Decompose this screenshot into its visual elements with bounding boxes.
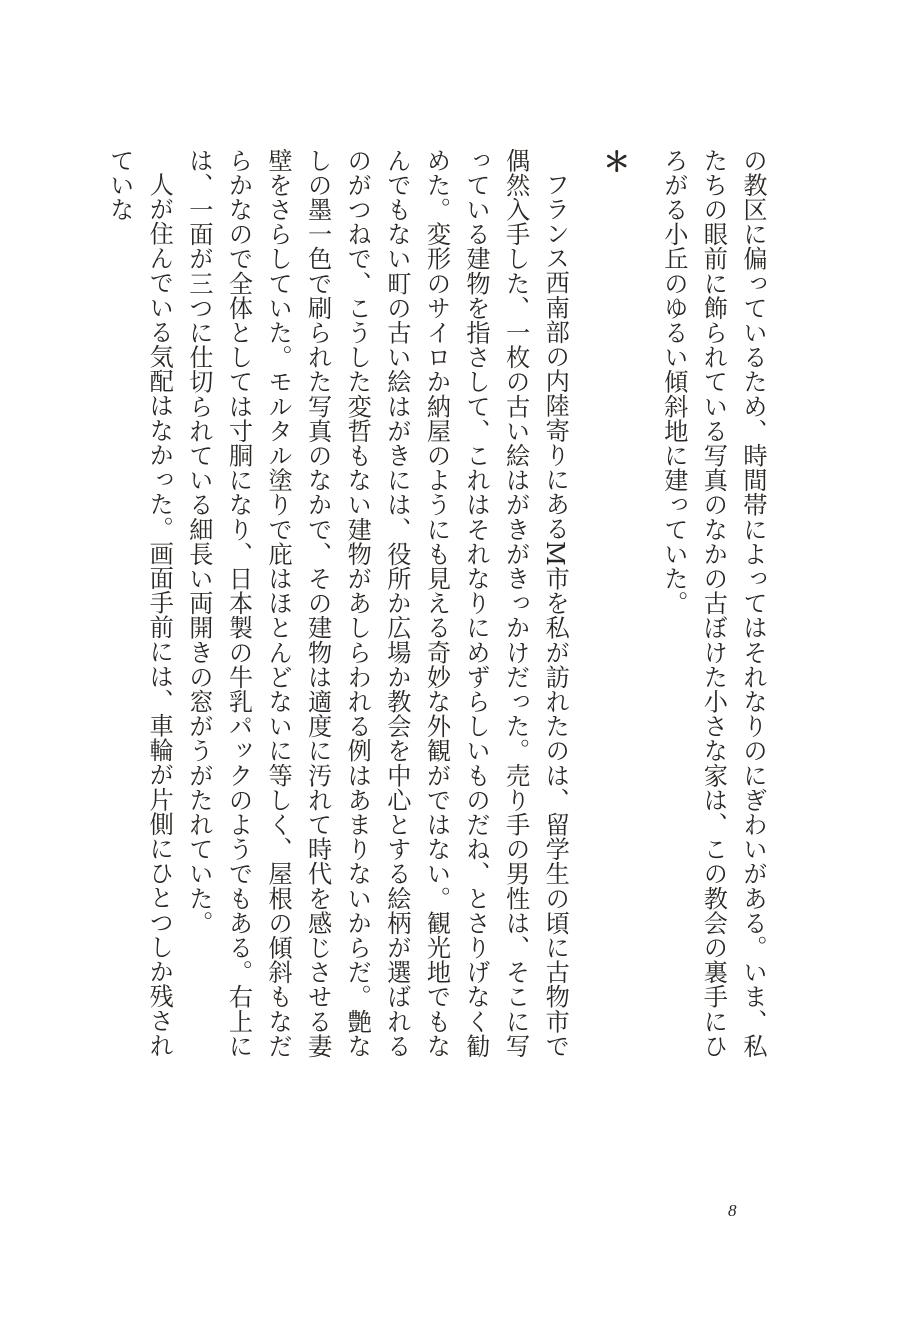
page-number: 8 [728,1201,737,1220]
paragraph-continuation: の教区に偏っているため、時間帯によってはそれなりのにぎわいがある。いま、私たちの眼前に飾られている写真のなかの古ぼけた小さな家は、この教会の裏手にひろがる小丘のゆるい傾斜地に建っていた。 [659,148,767,1059]
paragraph-next: 人が住んでいる気配はなかった。画面手前には、車輪が片側にひとつしか残されていな [105,148,174,1058]
vertical-text-block [99,148,772,1078]
paragraph-main: フランス西南部の内陸寄りにあるM市を私が訪れたのは、留学生の頃に古物市で偶然入手した、一枚の古い絵はがきがきっかけだった。売り手の男性は、そこに写っている建物を指さして、これはそれなりにめずらしいものだね、とさりげなく勧めた。変形のサイロか納屋のようにも見える奇妙な外観がではない。観光地でもなんでもない町の古い絵はがきには、役所か広場か教会を中心とする絵柄が選ばれるのがつねで、こうした変哲もない建物があしらわれる例はあまりないからだ。艶なしの墨一色で刷られた写真のなかで、その建物は適度に汚れて時代を感じさせる妻壁をさらしていた。モルタル塗りで庇はほとんどないに等しく、屋根の傾斜もなだらかなので全体としては寸胴になり、日本製の牛乳パックのようでもある。右上には、一面が三つに仕切られている細長い両開きの窓がうがたれていた。 [184,148,570,1059]
section-break-asterisk: ＊ [598,148,630,176]
